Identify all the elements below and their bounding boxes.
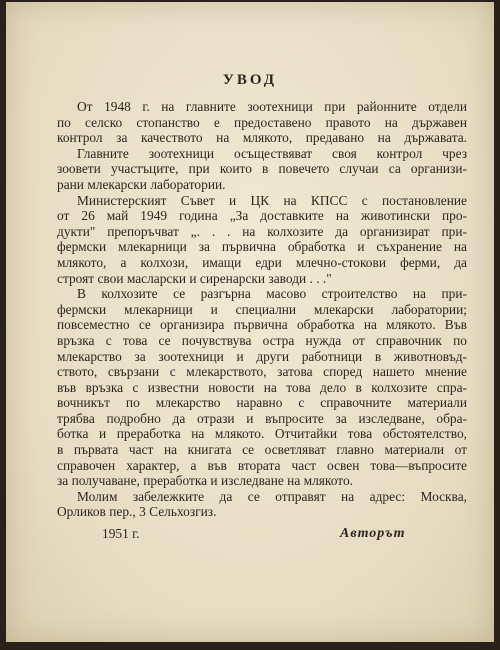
text-line: зоовети участъците, при които в повечето случаи са организи- xyxy=(57,161,467,177)
text-line: В колхозите се разгърна масово строителство на при- xyxy=(77,286,467,302)
author-signature: Авторът xyxy=(340,526,406,541)
text-line: справочен характер, а във втората част освен това—въпросите xyxy=(57,457,467,473)
text-line: трябва подробно да отрази и въпросите за изследване, обра- xyxy=(57,410,467,426)
text-line: ботка и преработка на млякото. Отчитайки това обстоятелство, xyxy=(57,426,467,442)
text-line: във връзка с известни новости на това дело в колхозите спра- xyxy=(57,379,467,395)
text-line: фермски млекарници за първична обработка и съхранение на xyxy=(57,239,467,255)
text-line: дукти" препоръчват „. . . на колхозите да организират при- xyxy=(57,223,467,239)
text-line: Главните зоотехници осъществяват своя контрол чрез xyxy=(77,145,467,161)
text-line: млекарство за зоотехници и други работници в животновъд- xyxy=(57,348,467,364)
text-line: Министерският Съвет и ЦК на КПСС с постановление xyxy=(77,192,467,208)
text-line: Молим забележките да се отправят на адрес: Москва, xyxy=(77,488,467,504)
text-line: млякото, а колхози, имащи едри млечно-стокови ферми, да xyxy=(57,254,467,270)
text-line: по селско стопанство е предоставено правото на държавен xyxy=(57,114,467,130)
text-line: рани млекарски лаборатории. xyxy=(57,176,226,192)
text-line: връзка с това се почувствува остра нужда от справочник по xyxy=(57,332,467,348)
text-line: повсеместно се организира първична обработка на млякото. Във xyxy=(57,317,467,333)
text-line: в първата част на книгата се осветляват главно материали от xyxy=(57,442,467,458)
text-line: Орликов пер., 3 Сельхозгиз. xyxy=(57,504,217,520)
book-page xyxy=(6,2,494,642)
body-text xyxy=(57,99,467,520)
text-line: контрол за качеството на млякото, предавано на държавата. xyxy=(57,130,467,146)
text-line: строят свои масларски и сиренарски заводи . . ." xyxy=(57,270,332,286)
text-line: от 26 май 1949 година „За доставките на животински про- xyxy=(57,208,467,224)
text-line: фермски млекарници и специални млекарски лаборатории; xyxy=(57,301,467,317)
text-line: ството, свързани с млекарството, затова според нашето мнение xyxy=(57,364,467,380)
publication-year: 1951 г. xyxy=(102,526,140,541)
text-line: вочникът по млекарство наравно с справочните материали xyxy=(57,395,467,411)
text-line: за получаване, преработка и изследване на млякото. xyxy=(57,473,353,489)
text-line: От 1948 г. на главните зоотехници при районните отдели xyxy=(77,99,467,114)
page-title: УВОД xyxy=(222,72,278,88)
